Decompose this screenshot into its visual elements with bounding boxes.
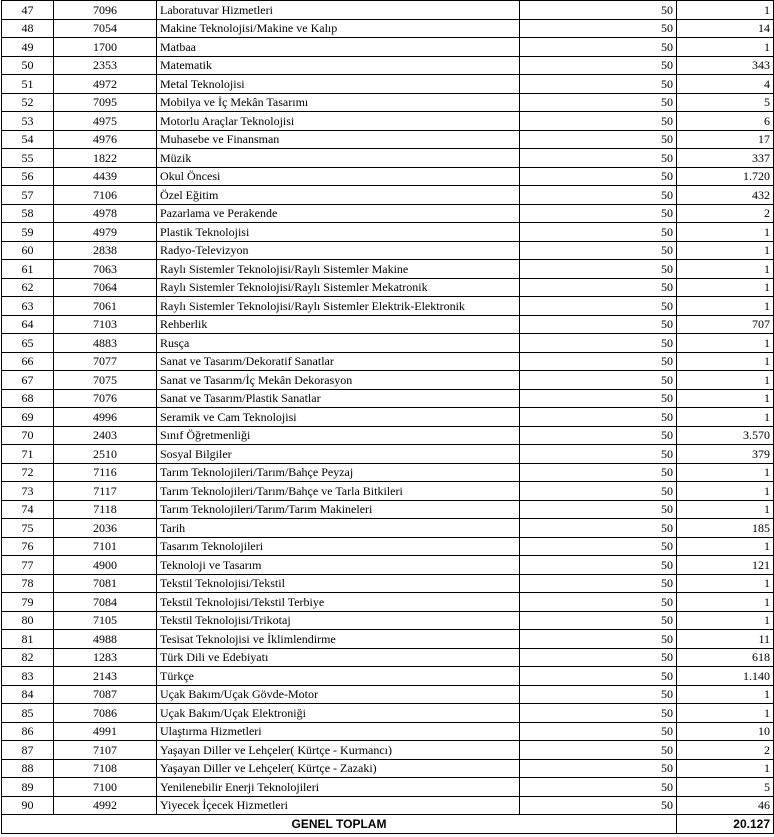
quota: 50 <box>520 519 677 538</box>
program-name: Tekstil Teknolojisi/Trikotaj <box>157 611 520 630</box>
program-name: Teknoloji ve Tasarım <box>157 556 520 575</box>
count: 14 <box>677 19 774 38</box>
program-code: 4988 <box>54 630 157 649</box>
program-name: Rehberlik <box>157 315 520 334</box>
table-row <box>2 574 774 593</box>
row-number: 60 <box>2 241 54 260</box>
program-code: 7118 <box>54 500 157 519</box>
row-number: 62 <box>2 278 54 297</box>
count: 707 <box>677 315 774 334</box>
table-body <box>2 1 774 815</box>
quota: 50 <box>520 704 677 723</box>
count: 1 <box>677 38 774 57</box>
total-label: GENEL TOPLAM <box>2 815 677 834</box>
program-name: Tasarım Teknolojileri <box>157 537 520 556</box>
total-value: 20.127 <box>677 815 774 834</box>
quota: 50 <box>520 315 677 334</box>
count: 10 <box>677 722 774 741</box>
quota: 50 <box>520 93 677 112</box>
row-number: 85 <box>2 704 54 723</box>
program-name: Yaşayan Diller ve Lehçeler( Kürtçe - Kurmancı) <box>157 741 520 760</box>
program-name: Sosyal Bilgiler <box>157 445 520 464</box>
table-row <box>2 186 774 205</box>
table-row <box>2 593 774 612</box>
count: 1 <box>677 352 774 371</box>
table-row <box>2 796 774 815</box>
quota: 50 <box>520 38 677 57</box>
row-number: 75 <box>2 519 54 538</box>
row-number: 50 <box>2 56 54 75</box>
quota: 50 <box>520 556 677 575</box>
program-name: Matbaa <box>157 38 520 57</box>
program-code: 4439 <box>54 167 157 186</box>
table-row <box>2 223 774 242</box>
quota: 50 <box>520 223 677 242</box>
program-name: Plastik Teknolojisi <box>157 223 520 242</box>
count: 1.720 <box>677 167 774 186</box>
program-code: 4976 <box>54 130 157 149</box>
row-number: 71 <box>2 445 54 464</box>
program-code: 7086 <box>54 704 157 723</box>
row-number: 77 <box>2 556 54 575</box>
program-code: 7101 <box>54 537 157 556</box>
program-name: Tarım Teknolojileri/Tarım/Tarım Makineleri <box>157 500 520 519</box>
count: 1 <box>677 297 774 316</box>
program-code: 7103 <box>54 315 157 334</box>
quota: 50 <box>520 19 677 38</box>
quota: 50 <box>520 741 677 760</box>
quota: 50 <box>520 167 677 186</box>
row-number: 67 <box>2 371 54 390</box>
row-number: 52 <box>2 93 54 112</box>
table-row <box>2 167 774 186</box>
count: 1 <box>677 482 774 501</box>
count: 1 <box>677 1 774 20</box>
quota: 50 <box>520 611 677 630</box>
table-row <box>2 56 774 75</box>
quota: 50 <box>520 537 677 556</box>
row-number: 51 <box>2 75 54 94</box>
quota: 50 <box>520 241 677 260</box>
table-row <box>2 630 774 649</box>
program-code: 2838 <box>54 241 157 260</box>
row-number: 88 <box>2 759 54 778</box>
row-number: 58 <box>2 204 54 223</box>
count: 1 <box>677 408 774 427</box>
quota: 50 <box>520 186 677 205</box>
quota: 50 <box>520 648 677 667</box>
quota: 50 <box>520 593 677 612</box>
program-name: Mobilya ve İç Mekân Tasarımı <box>157 93 520 112</box>
program-name: Uçak Bakım/Uçak Elektroniği <box>157 704 520 723</box>
program-code: 1822 <box>54 149 157 168</box>
table-row <box>2 38 774 57</box>
table-row <box>2 93 774 112</box>
quota: 50 <box>520 630 677 649</box>
table-row <box>2 19 774 38</box>
count: 17 <box>677 130 774 149</box>
program-name: Yiyecek İçecek Hizmetleri <box>157 796 520 815</box>
count: 1 <box>677 241 774 260</box>
row-number: 76 <box>2 537 54 556</box>
count: 432 <box>677 186 774 205</box>
program-code: 7108 <box>54 759 157 778</box>
quota: 50 <box>520 722 677 741</box>
program-name: Tesisat Teknolojisi ve İklimlendirme <box>157 630 520 649</box>
row-number: 83 <box>2 667 54 686</box>
program-name: Sınıf Öğretmenliği <box>157 426 520 445</box>
row-number: 89 <box>2 778 54 797</box>
count: 1 <box>677 278 774 297</box>
row-number: 84 <box>2 685 54 704</box>
row-number: 56 <box>2 167 54 186</box>
program-name: Raylı Sistemler Teknolojisi/Raylı Sistemler Elektrik-Elektronik <box>157 297 520 316</box>
count: 4 <box>677 75 774 94</box>
program-name: Laboratuvar Hizmetleri <box>157 1 520 20</box>
count: 3.570 <box>677 426 774 445</box>
row-number: 81 <box>2 630 54 649</box>
table-row <box>2 204 774 223</box>
quota-table <box>1 0 774 834</box>
program-name: Radyo-Televizyon <box>157 241 520 260</box>
quota: 50 <box>520 482 677 501</box>
quota: 50 <box>520 1 677 20</box>
program-name: Raylı Sistemler Teknolojisi/Raylı Sistemler Makine <box>157 260 520 279</box>
row-number: 64 <box>2 315 54 334</box>
program-name: Türkçe <box>157 667 520 686</box>
table-row <box>2 75 774 94</box>
count: 1 <box>677 260 774 279</box>
program-code: 7116 <box>54 463 157 482</box>
program-code: 4978 <box>54 204 157 223</box>
program-code: 2143 <box>54 667 157 686</box>
program-name: Okul Öncesi <box>157 167 520 186</box>
row-number: 90 <box>2 796 54 815</box>
program-name: Müzik <box>157 149 520 168</box>
program-name: Tarım Teknolojileri/Tarım/Bahçe Peyzaj <box>157 463 520 482</box>
count: 121 <box>677 556 774 575</box>
quota: 50 <box>520 445 677 464</box>
quota: 50 <box>520 297 677 316</box>
count: 1 <box>677 389 774 408</box>
program-code: 2353 <box>54 56 157 75</box>
count: 11 <box>677 630 774 649</box>
count: 1 <box>677 463 774 482</box>
table-row <box>2 704 774 723</box>
row-number: 57 <box>2 186 54 205</box>
table-row <box>2 500 774 519</box>
quota: 50 <box>520 75 677 94</box>
table-row <box>2 260 774 279</box>
row-number: 73 <box>2 482 54 501</box>
table-row <box>2 149 774 168</box>
program-name: Uçak Bakım/Uçak Gövde-Motor <box>157 685 520 704</box>
row-number: 59 <box>2 223 54 242</box>
program-name: Sanat ve Tasarım/Plastik Sanatlar <box>157 389 520 408</box>
row-number: 65 <box>2 334 54 353</box>
count: 46 <box>677 796 774 815</box>
table-row <box>2 315 774 334</box>
quota: 50 <box>520 685 677 704</box>
count: 6 <box>677 112 774 131</box>
table-row <box>2 463 774 482</box>
table-row <box>2 1 774 20</box>
quota: 50 <box>520 389 677 408</box>
program-code: 7095 <box>54 93 157 112</box>
program-name: Tekstil Teknolojisi/Tekstil <box>157 574 520 593</box>
row-number: 80 <box>2 611 54 630</box>
row-number: 78 <box>2 574 54 593</box>
quota: 50 <box>520 426 677 445</box>
program-code: 7096 <box>54 1 157 20</box>
row-number: 63 <box>2 297 54 316</box>
row-number: 86 <box>2 722 54 741</box>
count: 337 <box>677 149 774 168</box>
program-name: Tarım Teknolojileri/Tarım/Bahçe ve Tarla Bitkileri <box>157 482 520 501</box>
table-row <box>2 685 774 704</box>
table-row <box>2 426 774 445</box>
count: 1 <box>677 537 774 556</box>
row-number: 66 <box>2 352 54 371</box>
program-code: 7064 <box>54 278 157 297</box>
program-code: 4883 <box>54 334 157 353</box>
program-name: Sanat ve Tasarım/İç Mekân Dekorasyon <box>157 371 520 390</box>
program-name: Tarih <box>157 519 520 538</box>
quota: 50 <box>520 130 677 149</box>
row-number: 87 <box>2 741 54 760</box>
quota: 50 <box>520 56 677 75</box>
table-row <box>2 611 774 630</box>
program-code: 7087 <box>54 685 157 704</box>
program-name: Makine Teknolojisi/Makine ve Kalıp <box>157 19 520 38</box>
program-code: 7081 <box>54 574 157 593</box>
row-number: 79 <box>2 593 54 612</box>
program-code: 2036 <box>54 519 157 538</box>
program-code: 7054 <box>54 19 157 38</box>
count: 5 <box>677 778 774 797</box>
count: 1 <box>677 685 774 704</box>
program-code: 4992 <box>54 796 157 815</box>
quota: 50 <box>520 759 677 778</box>
table-row <box>2 130 774 149</box>
program-name: Tekstil Teknolojisi/Tekstil Terbiye <box>157 593 520 612</box>
program-code: 7106 <box>54 186 157 205</box>
table-row <box>2 352 774 371</box>
quota: 50 <box>520 667 677 686</box>
quota: 50 <box>520 112 677 131</box>
program-name: Özel Eğitim <box>157 186 520 205</box>
count: 379 <box>677 445 774 464</box>
quota: 50 <box>520 278 677 297</box>
program-name: Rusça <box>157 334 520 353</box>
table-row <box>2 241 774 260</box>
program-name: Pazarlama ve Perakende <box>157 204 520 223</box>
quota: 50 <box>520 204 677 223</box>
count: 1 <box>677 593 774 612</box>
program-code: 7076 <box>54 389 157 408</box>
program-code: 4979 <box>54 223 157 242</box>
quota: 50 <box>520 371 677 390</box>
quota: 50 <box>520 334 677 353</box>
count: 1 <box>677 704 774 723</box>
program-code: 2403 <box>54 426 157 445</box>
table-row <box>2 648 774 667</box>
row-number: 53 <box>2 112 54 131</box>
program-code: 4975 <box>54 112 157 131</box>
program-name: Raylı Sistemler Teknolojisi/Raylı Sistemler Mekatronik <box>157 278 520 297</box>
program-code: 4996 <box>54 408 157 427</box>
program-name: Motorlu Araçlar Teknolojisi <box>157 112 520 131</box>
count: 1 <box>677 334 774 353</box>
quota: 50 <box>520 352 677 371</box>
program-name: Muhasebe ve Finansman <box>157 130 520 149</box>
program-name: Türk Dili ve Edebiyatı <box>157 648 520 667</box>
table-row <box>2 759 774 778</box>
row-number: 49 <box>2 38 54 57</box>
table-row <box>2 741 774 760</box>
count: 618 <box>677 648 774 667</box>
quota: 50 <box>520 408 677 427</box>
count: 1 <box>677 500 774 519</box>
table-row <box>2 408 774 427</box>
row-number: 72 <box>2 463 54 482</box>
program-code: 4900 <box>54 556 157 575</box>
count: 1 <box>677 611 774 630</box>
table-row <box>2 519 774 538</box>
count: 1 <box>677 223 774 242</box>
quota: 50 <box>520 463 677 482</box>
table-row <box>2 537 774 556</box>
count: 343 <box>677 56 774 75</box>
program-name: Ulaştırma Hizmetleri <box>157 722 520 741</box>
row-number: 74 <box>2 500 54 519</box>
table-row <box>2 445 774 464</box>
quota: 50 <box>520 500 677 519</box>
program-name: Yenilenebilir Enerji Teknolojileri <box>157 778 520 797</box>
quota: 50 <box>520 778 677 797</box>
count: 1.140 <box>677 667 774 686</box>
count: 2 <box>677 741 774 760</box>
program-code: 4991 <box>54 722 157 741</box>
row-number: 68 <box>2 389 54 408</box>
program-code: 7117 <box>54 482 157 501</box>
table-row <box>2 112 774 131</box>
program-code: 7077 <box>54 352 157 371</box>
table-row <box>2 556 774 575</box>
row-number: 54 <box>2 130 54 149</box>
row-number: 70 <box>2 426 54 445</box>
table-row <box>2 482 774 501</box>
quota: 50 <box>520 260 677 279</box>
count: 2 <box>677 204 774 223</box>
program-name: Seramik ve Cam Teknolojisi <box>157 408 520 427</box>
count: 1 <box>677 759 774 778</box>
table-row <box>2 278 774 297</box>
program-name: Yaşayan Diller ve Lehçeler( Kürtçe - Zazaki) <box>157 759 520 778</box>
program-name: Matematik <box>157 56 520 75</box>
quota: 50 <box>520 796 677 815</box>
program-code: 7100 <box>54 778 157 797</box>
row-number: 69 <box>2 408 54 427</box>
table-row <box>2 389 774 408</box>
quota: 50 <box>520 149 677 168</box>
count: 5 <box>677 93 774 112</box>
program-code: 7063 <box>54 260 157 279</box>
count: 1 <box>677 574 774 593</box>
program-code: 4972 <box>54 75 157 94</box>
program-code: 7105 <box>54 611 157 630</box>
row-number: 47 <box>2 1 54 20</box>
count: 1 <box>677 371 774 390</box>
program-code: 2510 <box>54 445 157 464</box>
table-row <box>2 722 774 741</box>
row-number: 55 <box>2 149 54 168</box>
program-code: 7084 <box>54 593 157 612</box>
row-number: 82 <box>2 648 54 667</box>
table-row <box>2 371 774 390</box>
row-number: 61 <box>2 260 54 279</box>
total-row <box>2 815 774 834</box>
program-code: 7075 <box>54 371 157 390</box>
program-code: 1283 <box>54 648 157 667</box>
table-row <box>2 334 774 353</box>
program-name: Metal Teknolojisi <box>157 75 520 94</box>
program-code: 7061 <box>54 297 157 316</box>
table-row <box>2 667 774 686</box>
quota: 50 <box>520 574 677 593</box>
table-row <box>2 778 774 797</box>
row-number: 48 <box>2 19 54 38</box>
program-name: Sanat ve Tasarım/Dekoratif Sanatlar <box>157 352 520 371</box>
table-row <box>2 297 774 316</box>
count: 185 <box>677 519 774 538</box>
program-code: 7107 <box>54 741 157 760</box>
program-code: 1700 <box>54 38 157 57</box>
